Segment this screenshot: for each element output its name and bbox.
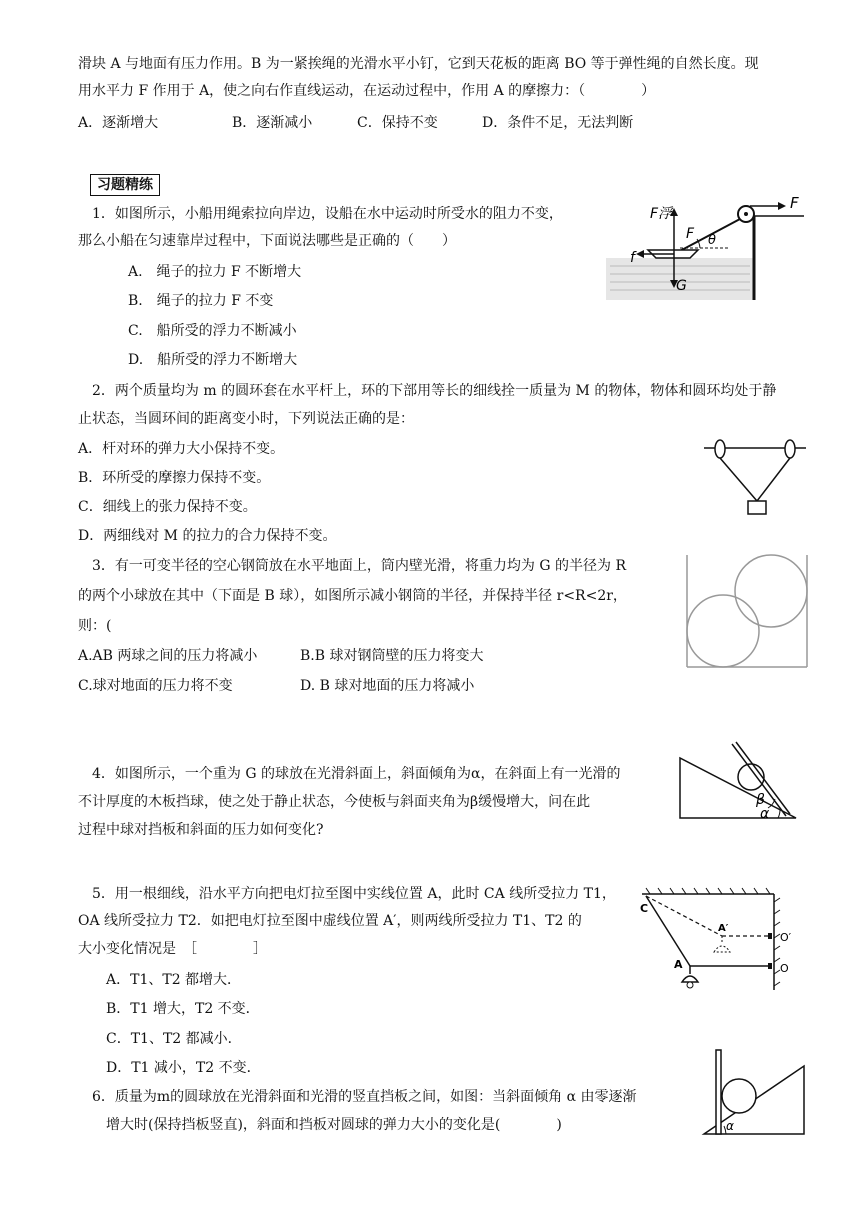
incline bbox=[680, 758, 796, 818]
label-F-buoy: F浮 bbox=[650, 206, 673, 222]
q2-option-a: A．杆对环的弹力大小保持不变。 bbox=[78, 441, 285, 457]
q5-option-d: D．T1 减小，T2 不变． bbox=[106, 1060, 261, 1076]
label-C: C bbox=[640, 902, 649, 915]
q5-line-3: 大小变化情况是 ［ ］ bbox=[78, 941, 267, 957]
q3-option-d: D. B 球对地面的压力将减小 bbox=[300, 678, 475, 694]
q2-option-d: D．两细线对 M 的拉力的合力保持不变。 bbox=[78, 528, 337, 544]
q4-line-3: 过程中球对挡板和斜面的压力如何变化? bbox=[78, 822, 324, 838]
q4-line-1: 4．如图所示，一个重为 G 的球放在光滑斜面上，斜面倾角为α，在斜面上有一光滑的 bbox=[92, 766, 621, 782]
pin-O-prime bbox=[768, 933, 772, 939]
pulley-axle bbox=[744, 212, 748, 216]
left-thread bbox=[720, 458, 757, 501]
intro-option-c: C．保持不变 bbox=[357, 115, 438, 131]
intro-option-a: A．逐渐增大 bbox=[78, 115, 159, 131]
label-O-prime: O′ bbox=[780, 931, 792, 944]
friction-arrowhead bbox=[636, 250, 644, 258]
ceiling-hatching bbox=[646, 888, 770, 894]
label-theta: θ bbox=[708, 233, 716, 248]
pull-arrowhead bbox=[778, 202, 786, 210]
intro-option-b: B．逐渐减小 bbox=[232, 115, 313, 131]
q3-option-b: B.B 球对钢筒壁的压力将变大 bbox=[300, 648, 484, 664]
q5-option-b: B．T1 增大，T2 不变． bbox=[106, 1001, 260, 1017]
q3-line-1: 3．有一可变半径的空心钢筒放在水平地面上，筒内壁光滑，将重力均为 G 的半径为 R bbox=[92, 558, 626, 574]
label-O: O bbox=[780, 962, 789, 975]
q3-option-c: C.球对地面的压力将不变 bbox=[78, 678, 233, 694]
lamp-prime-icon bbox=[714, 946, 730, 952]
q1-line-1: 1．如图所示，小船用绳索拉向岸边，设船在水中运动时所受水的阻力不变， bbox=[92, 206, 563, 222]
q2-option-c: C．细线上的张力保持不变。 bbox=[78, 499, 257, 515]
q1-option-d: D. 船所受的浮力不断增大 bbox=[128, 352, 298, 368]
q6-ball-figure bbox=[700, 1048, 810, 1136]
right-thread bbox=[757, 458, 790, 501]
ball bbox=[722, 1079, 756, 1113]
q2-option-b: B．环所受的摩擦力保持不变。 bbox=[78, 470, 271, 486]
q6-line-1: 6．质量为m的圆球放在光滑斜面和光滑的竖直挡板之间，如图：当斜面倾角 α 由零逐渐 bbox=[92, 1089, 637, 1105]
label-alpha: α bbox=[726, 1119, 734, 1133]
q3-cylinder-figure bbox=[684, 553, 810, 669]
label-f: f bbox=[630, 250, 635, 266]
q3-line-3: 则：( bbox=[78, 618, 112, 634]
line-CA-prime bbox=[646, 896, 722, 936]
q1-option-b: B. 绳子的拉力 F 不变 bbox=[128, 293, 274, 309]
pin-O bbox=[768, 963, 772, 969]
q4-line-2: 不计厚度的木板挡球，使之处于静止状态，今使板与斜面夹角为β缓慢增大，问在此 bbox=[78, 794, 591, 810]
q3-option-a: A.AB 两球之间的压力将减小 bbox=[78, 648, 258, 664]
q5-line-2: OA 线所受拉力 T2．如把电灯拉至图中虚线位置 A′，则两线所受拉力 T1、T2 的 bbox=[78, 913, 582, 929]
q1-line-2: 那么小船在匀速靠岸过程中，下面说法哪些是正确的（ ） bbox=[78, 233, 456, 249]
ball-b bbox=[687, 595, 759, 667]
vertical-board bbox=[716, 1050, 721, 1134]
ball-a bbox=[735, 555, 807, 627]
q1-boat-figure bbox=[600, 188, 805, 304]
label-A-prime: A′ bbox=[718, 923, 729, 934]
left-ring-icon bbox=[715, 440, 725, 458]
label-F-rope: F bbox=[686, 226, 695, 242]
q1-option-c: C. 船所受的浮力不断减小 bbox=[128, 323, 297, 339]
bulb-icon bbox=[687, 982, 693, 988]
q5-option-a: A．T1、T2 都增大． bbox=[106, 972, 242, 988]
q5-line-1: 5．用一根细线，沿水平方向把电灯拉至图中实线位置 A，此时 CA 线所受拉力 T1， bbox=[92, 886, 616, 902]
label-G: G bbox=[676, 278, 687, 294]
label-A: A bbox=[674, 958, 683, 971]
label-beta: β bbox=[756, 792, 765, 808]
ball bbox=[738, 764, 764, 790]
q2-rings-figure bbox=[700, 438, 810, 520]
section-title: 习题精练 bbox=[90, 174, 160, 196]
q3-line-2: 的两个小球放在其中（下面是 B 球），如图所示减小钢筒的半径，并保持半径 r<R<2r， bbox=[78, 588, 627, 604]
q6-line-2: 增大时(保持挡板竖直)，斜面和挡板对圆球的弹力大小的变化是( ) bbox=[106, 1117, 562, 1133]
intro-line-2: 用水平力 F 作用于 A，使之向右作直线运动，在运动过程中，作用 A 的摩擦力：（ ） bbox=[78, 83, 656, 99]
lamp-icon bbox=[682, 976, 698, 982]
label-F-top: F bbox=[790, 194, 799, 212]
label-alpha: α bbox=[760, 806, 770, 822]
mass-block bbox=[748, 501, 766, 514]
right-ring-icon bbox=[785, 440, 795, 458]
intro-option-d: D．条件不足，无法判断 bbox=[482, 115, 634, 131]
q1-option-a: A. 绳子的拉力 F 不断增大 bbox=[128, 264, 302, 280]
line-CA bbox=[646, 896, 690, 966]
q2-line-2: 止状态，当圆环间的距离变小时，下列说法正确的是： bbox=[78, 411, 414, 427]
intro-line-1: 滑块 A 与地面有压力作用。B 为一紧挨绳的光滑水平小钉，它到天花板的距离 BO 等于弹性绳的自然长度。现 bbox=[78, 56, 759, 72]
q4-incline-figure bbox=[674, 738, 802, 822]
q5-lamp-figure bbox=[638, 886, 796, 996]
q5-option-c: C．T1、T2 都减小． bbox=[106, 1031, 242, 1047]
q2-line-1: 2．两个质量均为 m 的圆环套在水平杆上，环的下部用等长的细线拴一质量为 M 的物体，物体和圆环均处于静 bbox=[92, 383, 777, 399]
